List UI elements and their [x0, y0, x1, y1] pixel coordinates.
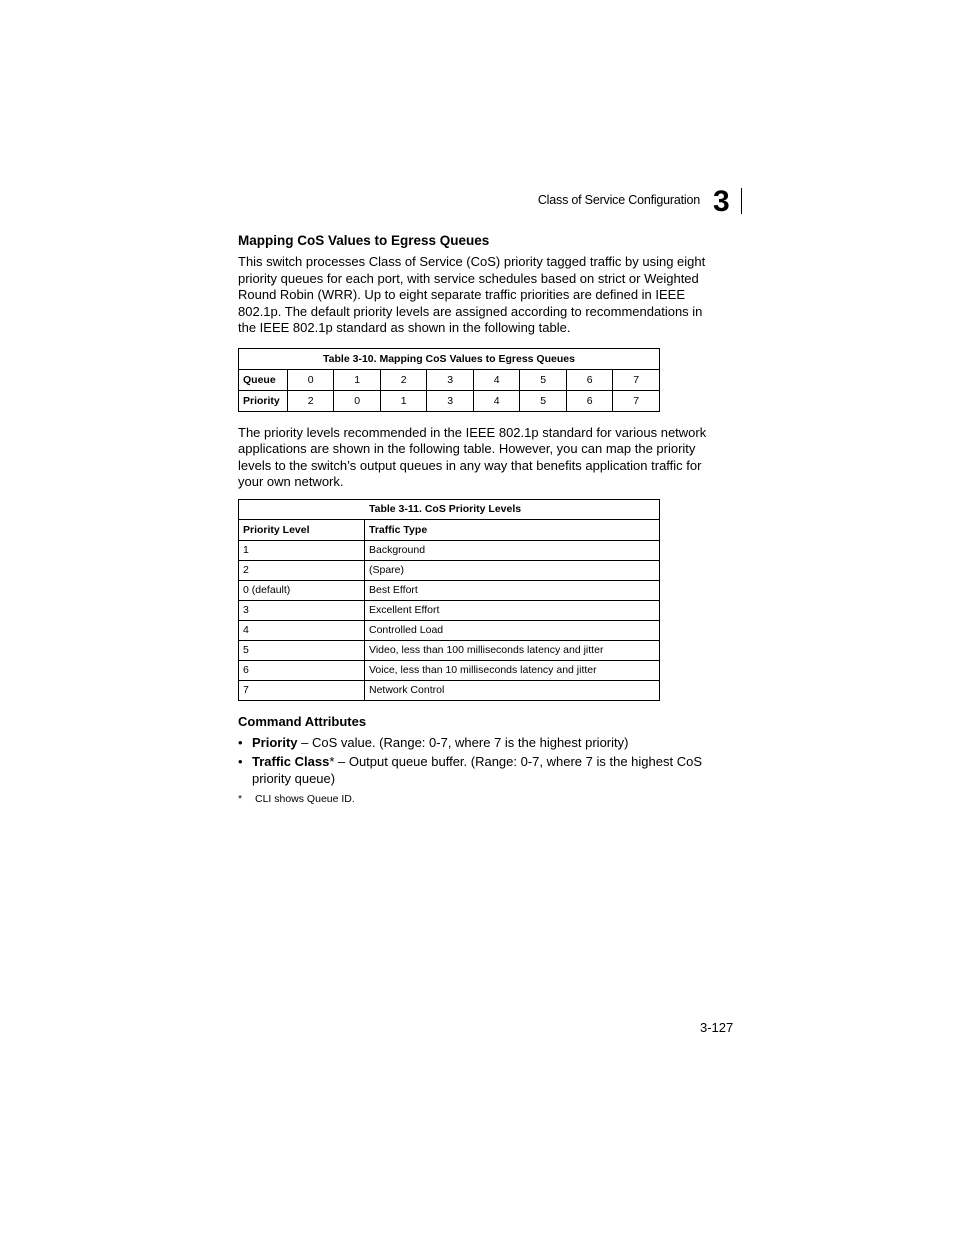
table-row: [239, 369, 660, 390]
table-cell: 4: [473, 390, 520, 411]
table-row: [239, 560, 660, 580]
table-cell: Best Effort: [365, 580, 660, 600]
table-cell: 0: [334, 390, 381, 411]
attribute-mark: *: [329, 753, 335, 769]
table-cell: 5: [239, 640, 365, 660]
table-cell: 1: [239, 540, 365, 560]
table-cell: Voice, less than 10 milliseconds latency and jitter: [365, 660, 660, 680]
table-cell: (Spare): [365, 560, 660, 580]
table-cell: Controlled Load: [365, 620, 660, 640]
table-cell: 6: [566, 390, 613, 411]
table-row: [239, 680, 660, 700]
table-cell: 7: [613, 390, 660, 411]
table-row: [239, 660, 660, 680]
table-caption: Table 3-10. Mapping CoS Values to Egress Queues: [239, 348, 660, 369]
table-row: [239, 580, 660, 600]
table-cell: 1: [334, 369, 381, 390]
row-label-priority: Priority: [239, 390, 288, 411]
cos-queue-mapping-table: [238, 348, 660, 412]
table-cell: 5: [520, 369, 567, 390]
table-cell: 1: [380, 390, 427, 411]
page-number: 3-127: [700, 1020, 734, 1035]
page-content: [238, 232, 723, 805]
intro-paragraph: This switch processes Class of Service (CoS) priority tagged traffic by using eight priority queues for each port, with service schedules based on strict or Weighted Round Robin (WRR). Up to eight separate traffic priorities are defined in IEEE 802.1p. The default priority levels are assigned according to recommendations in the IEEE 802.1p standard as shown in the following table.: [238, 254, 706, 335]
column-header-priority-level: Priority Level: [239, 519, 365, 540]
attribute-list: [238, 734, 723, 787]
table-cell: 3: [427, 369, 474, 390]
page-header: [0, 185, 954, 218]
table-cell: 2: [380, 369, 427, 390]
bullet: •: [238, 734, 243, 750]
table-cell: 7: [239, 680, 365, 700]
priority-levels-paragraph: The priority levels recommended in the IEEE 802.1p standard for various network applications are shown in the following table. However, you can map the priority levels to the switch’s output queues in any way that benefits application traffic for your own network.: [238, 424, 707, 489]
list-item: [238, 753, 723, 787]
attribute-term: Priority: [252, 734, 298, 750]
table-cell: Video, less than 100 milliseconds latency and jitter: [365, 640, 660, 660]
list-item: [238, 734, 723, 751]
table-row: [239, 390, 660, 411]
table-header-row: [239, 519, 660, 540]
footnote: [238, 793, 723, 805]
table-cell: Network Control: [365, 680, 660, 700]
section-heading: Mapping CoS Values to Egress Queues: [238, 233, 490, 248]
table-row: [239, 640, 660, 660]
table-row: [239, 540, 660, 560]
table-row: [239, 600, 660, 620]
table-cell: Background: [365, 540, 660, 560]
running-title: Class of Service Configuration: [537, 193, 700, 207]
table-cell: 7: [613, 369, 660, 390]
table-cell: 3: [427, 390, 474, 411]
table-cell: 2: [287, 390, 334, 411]
table-cell: 6: [566, 369, 613, 390]
footnote-mark: *: [238, 792, 243, 805]
chapter-number: 3: [713, 185, 730, 218]
bullet: •: [238, 753, 243, 769]
column-header-traffic-type: Traffic Type: [365, 519, 660, 540]
table-cell: 3: [239, 600, 365, 620]
row-label-queue: Queue: [239, 369, 288, 390]
table-caption: Table 3-11. CoS Priority Levels: [239, 499, 660, 519]
table-cell: 0: [287, 369, 334, 390]
table-cell: 4: [473, 369, 520, 390]
table-cell: 4: [239, 620, 365, 640]
table-cell: 2: [239, 560, 365, 580]
footnote-text: CLI shows Queue ID.: [255, 792, 355, 805]
cos-priority-levels-table: [238, 499, 660, 701]
table-cell: 5: [520, 390, 567, 411]
chapter-divider: [741, 188, 742, 214]
attribute-description: – CoS value. (Range: 0-7, where 7 is the highest priority): [297, 734, 629, 750]
table-cell: 0 (default): [239, 580, 365, 600]
table-row: [239, 620, 660, 640]
attribute-description: – Output queue buffer. (Range: 0-7, where 7 is the highest CoS priority queue): [252, 753, 702, 786]
table-cell: 6: [239, 660, 365, 680]
command-attributes-heading: Command Attributes: [238, 713, 367, 729]
attribute-term: Traffic Class: [252, 753, 330, 769]
table-cell: Excellent Effort: [365, 600, 660, 620]
